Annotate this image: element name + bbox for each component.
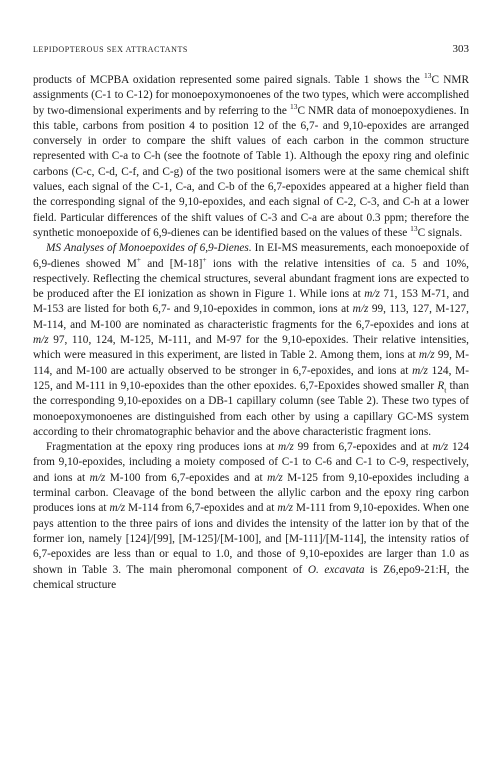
paragraph	[33, 241, 469, 440]
italic-text: m/z	[277, 502, 294, 515]
subscript: t	[444, 385, 447, 395]
italic-text: m/z	[418, 349, 435, 362]
superscript: +	[202, 254, 207, 264]
italic-text: m/z	[278, 441, 294, 454]
paragraph	[33, 73, 469, 241]
italic-text: R	[437, 379, 445, 392]
text-run: M-111 from 9,10-epoxides. When one pays attention to the three pairs of ions and divides the intensity of the latter ion by that of the former ion, namely [124]/[99], [M-125]/[M-100], and [M-111]/[M-114], the intensity ratios of 6,7-epoxides are less than or equal to 1.0, and those of 9,10-epoxides are larger than 1.0 as shown in Table 3. The main pheromonal component of	[33, 502, 469, 576]
text-run: In EI-MS measurements, each monoepoxide of 6,9-dienes showed M	[33, 242, 469, 270]
italic-text: m/z	[33, 334, 49, 347]
text-run: M-114 from 6,7-epoxides and at	[125, 502, 278, 515]
text-run: ions with the relative intensities of ca. 5 and 10%, respectively. Reflecting the chemical structures, several abundant fragment ions are expected to be produced after the EI ionization as shown in Figure 1. While ions at	[33, 257, 469, 301]
italic-text: m/z	[267, 471, 283, 484]
text-run: Fragmentation at the epoxy ring produces ions at	[46, 441, 279, 454]
text-run: M-125 from 9,10-epoxides including a terminal carbon. Cleavage of the bond between the allylic carbon and the epoxy ring carbon produces ions at	[33, 471, 469, 515]
page-header	[33, 43, 469, 57]
superscript: 13	[290, 101, 298, 111]
italic-text: m/z	[412, 364, 428, 377]
italic-text: m/z	[364, 288, 380, 301]
text-run: 124, M-125, and M-111 in 9,10-epoxides than the other epoxides. 6,7-Epoxides showed smaller	[33, 364, 469, 392]
text-run: than the corresponding 9,10-epoxides on a DB-1 capillary column (see Table 2). These two types of monoepoxymonoenes are distinguished from each other by using a capillary GC-MS system according to their chromatographic behavior and the above characteristic fragment ions.	[33, 379, 469, 438]
running-head: LEPIDOPTEROUS SEX ATTRACTANTS	[33, 45, 188, 54]
superscript: 13	[410, 224, 418, 234]
text-run: C signals.	[417, 226, 463, 239]
text-run: C NMR assignments (C-1 to C-12) for monoepoxymonoenes of the two types, which were accomplished by two-dimensional experiments and by referring to the	[33, 74, 469, 117]
text-run: 99, M-114, and M-100 are actually observed to be stronger in 6,7-epoxides, and ions at	[33, 349, 469, 377]
text-run: 97, 110, 124, M-125, M-111, and M-97 for the 9,10-epoxides. Their relative intensities, which were measured in this experiment, are listed in Table 2. Among them, ions at	[33, 334, 469, 362]
text-run: 99 from 6,7-epoxides and at	[293, 441, 433, 454]
superscript: +	[136, 254, 141, 264]
text-run: products of MCPBA oxidation represented some paired signals. Table 1 shows the	[33, 74, 425, 86]
text-run: is Z6,epo9-21:H, the chemical structure	[33, 563, 469, 591]
text-run: 124 from 9,10-epoxides, including a moiety composed of C-1 to C-6 and C-1 to C-9, respectively, and ions at	[33, 441, 469, 484]
italic-text: m/z	[89, 471, 106, 484]
text-run: and [M-18]	[140, 257, 203, 270]
superscript: 13	[424, 71, 432, 81]
italic-text: m/z	[352, 303, 369, 316]
text-run: M-100 from 6,7-epoxides and at	[105, 471, 268, 484]
italic-text: O. excavata	[307, 563, 365, 576]
paragraph	[33, 440, 469, 593]
text-run: 71, 153 M-71, and M-153 are listed for both 6,7- and 9,10-epoxides in common, ions at	[33, 288, 469, 316]
text-run: 99, 113, 127, M-127, M-114, and M-100 are nominated as characteristic fragments for the 6,7-epoxides and ions at	[33, 303, 469, 331]
italic-text: MS Analyses of Monoepoxides of 6,9-Dienes.	[46, 242, 252, 255]
italic-text: m/z	[432, 441, 449, 454]
page-number: 303	[452, 43, 469, 55]
text-run: C NMR data of monoepoxydienes. In this table, carbons from position 4 to position 12 of the 6,7- and 9,10-epoxides are arranged conversely in order to compare the shift values of each carbon in the common structure represented with C-a to C-h (see the footnote of Table 1). Although the epoxy ring and olefinic carbons (C-c, C-d, C-f, and C-g) of the two positional isomers were at the same chemical shift values, each signal of the C-1, C-a, and C-b of the 6,7-epoxides appeared at a higher field than the corresponding signal of the 9,10-epoxides, and each signal of C-2, C-3, and C-h at a lower field. Particular differences of the shift values of C-3 and C-a are about 0.3 ppm; therefore the synthetic monoepoxide of 6,9-dienes can be identified based on the values of these	[33, 104, 469, 239]
body-text	[33, 73, 469, 593]
italic-text: m/z	[109, 502, 126, 515]
